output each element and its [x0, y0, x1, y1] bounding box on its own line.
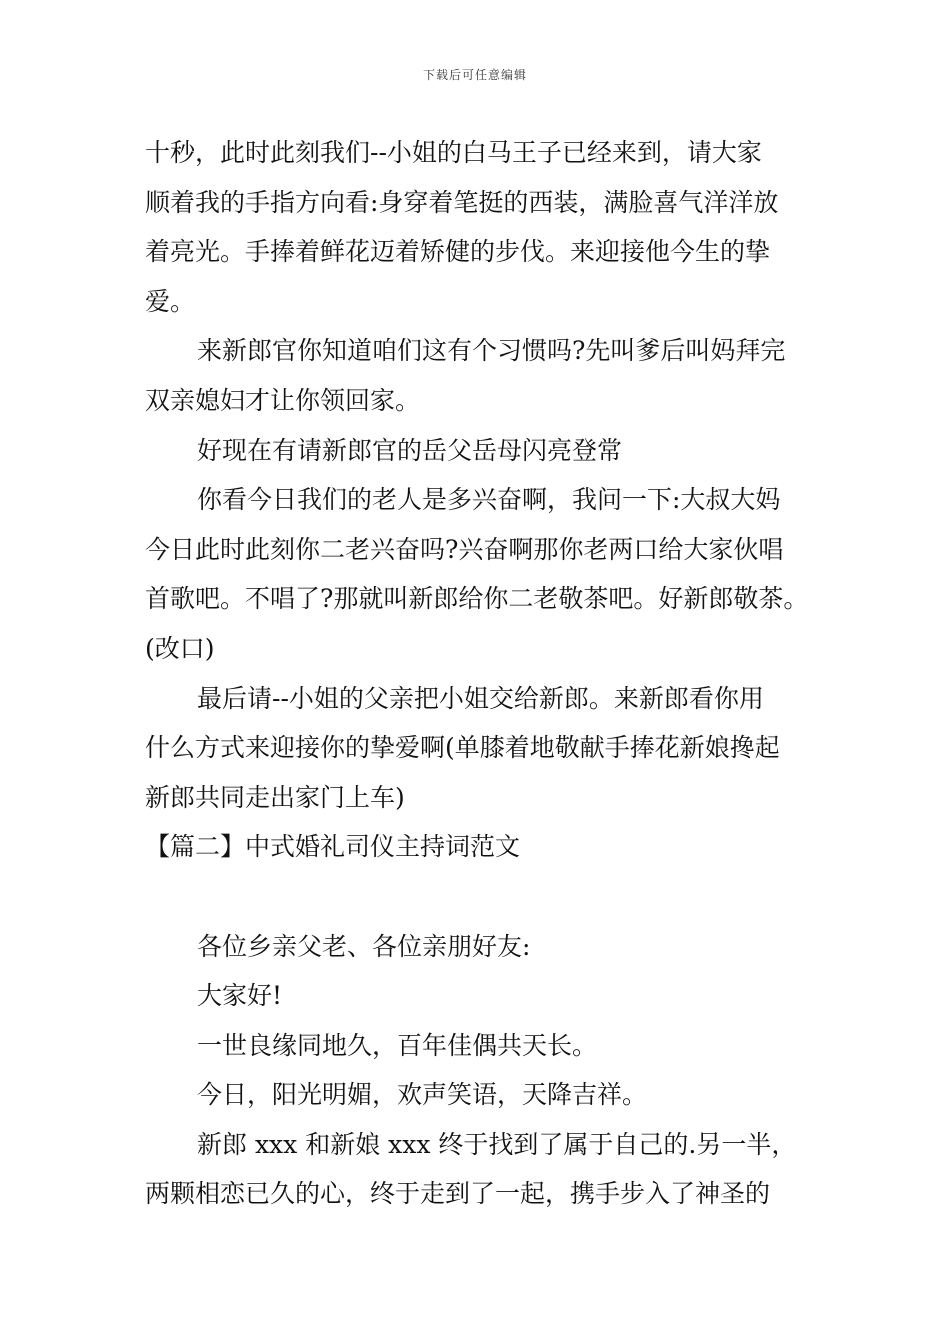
- text-line: (改口): [145, 633, 215, 663]
- text-line: 新郎 xxx 和新娘 xxx 终于找到了属于自己的.另一半，: [197, 1129, 797, 1159]
- text-line: 新郎共同走出家门上车): [145, 782, 405, 812]
- text-line: 顺着我的手指方向看:身穿着笔挺的西装，满脸喜气洋洋放: [145, 187, 779, 217]
- text-line: 一世良缘同地久，百年佳偶共天长。: [197, 1030, 598, 1060]
- text-line: 两颗相恋已久的心，终于走到了一起，携手步入了神圣的: [145, 1179, 771, 1209]
- text-line: 双亲媳妇才让你领回家。: [145, 385, 421, 415]
- text-line: 你看今日我们的老人是多兴奋啊，我问一下:大叔大妈: [197, 485, 781, 515]
- document-body: [145, 128, 810, 1219]
- text-line: 来新郎官你知道咱们这有个习惯吗?先叫爹后叫妈拜完: [197, 336, 786, 366]
- text-line: 爱。: [145, 286, 196, 316]
- text-line: 今日，阳光明媚，欢声笑语，天降吉祥。: [197, 1080, 648, 1110]
- text-line: 今日此时此刻你二老兴奋吗?兴奋啊那你老两口给大家伙唱: [145, 534, 784, 564]
- text-line: 着亮光。手捧着鲜花迈着矫健的步伐。来迎接他今生的挚: [145, 237, 771, 267]
- text-line: 最后请--小姐的父亲把小姐交给新郎。来新郎看你用: [197, 683, 764, 713]
- text-line: 各位乡亲父老、各位亲朋好友:: [197, 931, 531, 961]
- text-line: 十秒，此时此刻我们--小姐的白马王子已经来到，请大家: [145, 138, 762, 167]
- page-header: 下载后可任意编辑: [422, 68, 527, 82]
- section-heading: 【篇二】中式婚礼司仪主持词范文: [145, 832, 521, 862]
- text-line: 什么方式来迎接你的挚爱啊(单膝着地敬献手捧花新娘搀起: [145, 733, 780, 763]
- text-line: 首歌吧。不唱了?那就叫新郎给你二老敬茶吧。好新郎敬茶。: [145, 584, 809, 614]
- text-line: 好现在有请新郎官的岳父岳母闪亮登常: [197, 435, 623, 465]
- text-line: 大家好!: [197, 981, 283, 1011]
- blank-line: [145, 872, 810, 922]
